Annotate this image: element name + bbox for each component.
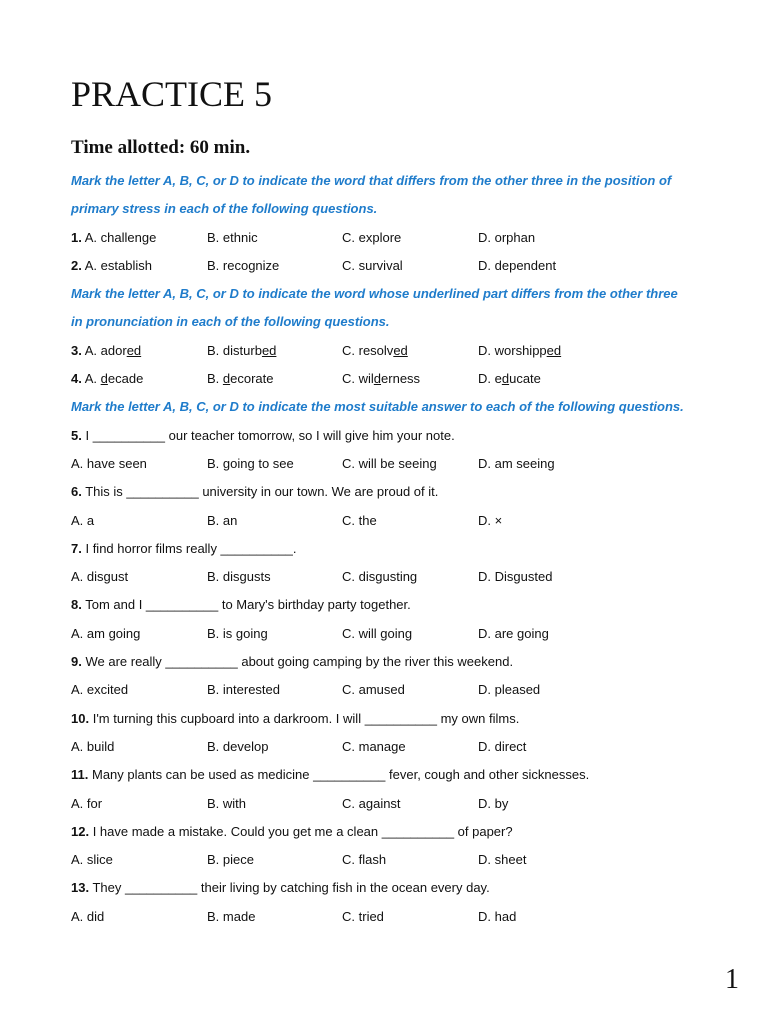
option-text: direct [494,738,527,754]
section-instruction: Mark the letter A, B, C, or D to indicate the word whose underlined part differs from the other three [71,286,678,302]
option-letter: A. [84,229,101,245]
option-c [342,507,377,535]
option-text: have seen [86,455,147,471]
option-letter: B. [207,569,223,585]
question-number: 8. [71,597,82,613]
option-text: resolv [358,342,394,358]
option-b [207,846,254,874]
option-letter: D. [478,371,495,387]
option-d [478,563,552,591]
option-text: orphan [494,229,536,245]
option-c [342,903,384,931]
option-text: ethnic [222,229,258,245]
question-number: 12. [71,823,90,839]
option-b [207,252,279,280]
section-instruction: Mark the letter A, B, C, or D to indicate the word that differs from the other three in the position of [71,173,672,188]
option-c [342,450,437,478]
option-c [342,224,401,252]
option-b [207,337,276,365]
option-text: × [494,512,503,528]
option-text: an [222,512,238,528]
page-number: 1 [725,964,739,995]
option-letter: B. [207,908,223,924]
option-letter: C. [342,569,359,585]
question-stem [71,818,721,846]
section-instruction: in pronunciation in each of the following questions. [71,314,390,330]
option-b [207,563,271,591]
option-text: build [86,738,115,754]
option-letter: C. [342,512,359,528]
option-b [207,365,274,393]
option-letter: C. [342,455,359,471]
question-number: 5. [71,427,82,443]
option-text: challenge [100,229,157,245]
option-text: am going [86,625,141,641]
question-stem [71,648,721,676]
options-row [71,450,721,478]
underlined-part: ed [261,342,277,358]
option-text: slice [86,852,113,868]
option-text: explore [358,229,402,245]
option-a [71,846,113,874]
option-a [71,224,156,252]
options-row [71,790,721,818]
option-text: dependent [494,257,557,273]
option-text: disgust [86,569,129,585]
question-stem [71,761,721,789]
option-text: did [86,908,105,924]
option-a [71,252,152,280]
question-row [71,337,721,365]
question-number: 11. [71,767,89,783]
option-letter: B. [207,229,223,245]
option-a [71,903,104,931]
option-letter: B. [207,257,223,273]
option-letter: C. [342,371,359,387]
option-letter: C. [342,682,359,698]
option-text: tried [358,908,384,924]
option-b [207,733,268,761]
option-d [478,337,561,365]
option-text: pleased [494,682,541,698]
option-letter: A. [84,371,101,387]
option-a [71,337,141,365]
question-stem [71,535,721,563]
option-d [478,846,526,874]
time-allotted: Time allotted: 60 min. [71,137,251,158]
underlined-part: ed [126,342,142,358]
option-letter: C. [342,229,359,245]
option-d [478,507,502,535]
option-text: will going [358,625,413,641]
option-text: ador [100,342,127,358]
underlined-part: ed [393,342,408,358]
option-d [478,450,555,478]
options-row [71,846,721,874]
option-text: e [494,371,502,387]
option-a [71,563,128,591]
option-text: had [494,908,517,924]
option-text: survival [358,257,403,273]
option-text: worshipp [494,342,547,358]
question-text: They __________ their living by catching fish in the ocean every day. [92,880,490,896]
option-c [342,252,403,280]
option-letter: C. [342,625,359,641]
option-text: disturb [222,342,262,358]
question-number: 13. [71,880,90,896]
option-text-rest: erness [381,371,421,387]
question-number: 6. [71,484,82,500]
option-letter: B. [207,682,223,698]
underlined-part: d [373,371,382,387]
option-letter: C. [342,852,359,868]
option-letter: D. [478,229,495,245]
option-b [207,450,294,478]
question-text: Tom and I __________ to Mary's birthday party together. [85,597,411,613]
section-instruction: primary stress in each of the following questions. [71,201,378,217]
option-a [71,365,143,393]
option-text: are going [494,625,549,641]
question-stem [71,874,721,902]
option-b [207,790,246,818]
option-c [342,733,406,761]
question-text: I'm turning this cupboard into a darkroom. I will __________ my own films. [92,710,520,726]
question-number: 4. [71,371,82,387]
options-row [71,620,721,648]
question-number: 3. [71,342,82,358]
option-a [71,790,102,818]
option-letter: A. [84,257,101,273]
option-letter: B. [207,342,223,358]
option-letter: B. [207,738,223,754]
option-d [478,224,535,252]
option-text: excited [86,682,129,698]
option-a [71,507,94,535]
question-stem [71,422,721,450]
option-text: develop [222,738,269,754]
question-number: 10. [71,710,90,726]
option-letter: A. [71,795,87,811]
option-letter: D. [478,569,495,585]
option-text: am seeing [494,455,555,471]
question-text: Many plants can be used as medicine __________ fever, cough and other sicknesses. [91,767,590,783]
option-d [478,365,541,393]
option-text: by [494,795,509,811]
option-d [478,252,556,280]
option-d [478,903,516,931]
option-text-rest: ucate [509,371,541,387]
option-a [71,733,114,761]
option-letter: C. [342,795,359,811]
option-d [478,620,549,648]
option-text: disgusts [222,569,271,585]
option-b [207,620,268,648]
question-row [71,252,721,280]
option-letter: C. [342,738,359,754]
option-letter: A. [71,682,87,698]
option-letter: D. [478,625,495,641]
options-row [71,507,721,535]
option-text: recognize [222,257,280,273]
options-row [71,563,721,591]
option-a [71,450,147,478]
option-letter: D. [478,682,495,698]
question-number: 9. [71,654,82,670]
option-text: manage [358,738,406,754]
question-number: 2. [71,257,82,273]
option-d [478,733,526,761]
option-letter: D. [478,342,495,358]
question-text: I __________ our teacher tomorrow, so I will give him your note. [85,427,455,443]
underlined-part: d [222,371,231,387]
option-letter: D. [478,795,495,811]
question-section [71,393,721,931]
option-text: sheet [494,852,527,868]
question-row [71,224,721,252]
option-b [207,903,255,931]
page-title: PRACTICE 5 [71,74,273,114]
option-c [342,563,417,591]
question-stem [71,591,721,619]
option-letter: A. [71,625,87,641]
option-letter: D. [478,908,495,924]
option-text: interested [222,682,280,698]
option-a [71,676,128,704]
question-text: We are really __________ about going camping by the river this weekend. [85,654,514,670]
question-text: I have made a mistake. Could you get me a clean __________ of paper? [92,823,513,839]
question-text: This is __________ university in our town. We are proud of it. [85,484,439,500]
underlined-part: d [501,371,510,387]
question-row [71,365,721,393]
option-letter: C. [342,908,359,924]
options-row [71,903,721,931]
question-stem [71,478,721,506]
option-text: will be seeing [358,455,437,471]
question-number: 1. [71,229,82,245]
option-letter: B. [207,455,223,471]
option-text: for [86,795,103,811]
option-text: made [222,908,256,924]
option-letter: B. [207,625,223,641]
option-b [207,676,280,704]
option-text: going to see [222,455,294,471]
option-d [478,790,508,818]
question-section [71,280,721,393]
option-b [207,507,237,535]
option-letter: B. [207,852,223,868]
option-c [342,620,412,648]
option-c [342,790,401,818]
option-text: Disgusted [494,569,553,585]
options-row [71,676,721,704]
underlined-part: ed [546,342,562,358]
option-letter: A. [71,569,87,585]
option-c [342,846,386,874]
option-c [342,676,405,704]
option-c [342,365,420,393]
exercise-content [71,167,721,931]
option-text: a [86,512,95,528]
option-text: with [222,795,247,811]
option-letter: D. [478,852,495,868]
question-section [71,167,721,280]
option-text: establish [100,257,152,273]
option-letter: A. [71,455,87,471]
option-text: disgusting [358,569,418,585]
option-letter: D. [478,512,495,528]
option-letter: A. [71,908,87,924]
option-text: the [358,512,377,528]
option-letter: D. [478,257,495,273]
option-text-rest: ecade [107,371,144,387]
option-letter: D. [478,455,495,471]
option-letter: A. [71,852,87,868]
option-letter: B. [207,512,223,528]
question-stem [71,705,721,733]
option-text: amused [358,682,405,698]
question-number: 7. [71,540,82,556]
option-letter: B. [207,371,223,387]
option-text: piece [222,852,254,868]
option-letter: C. [342,257,359,273]
option-text: against [358,795,401,811]
underlined-part: d [100,371,108,387]
option-letter: C. [342,342,359,358]
option-letter: B. [207,795,223,811]
option-b [207,224,258,252]
question-text: I find horror films really __________. [85,540,297,556]
option-letter: A. [84,342,101,358]
option-letter: A. [71,512,87,528]
section-instruction: Mark the letter A, B, C, or D to indicate the most suitable answer to each of the following questions. [71,399,684,415]
option-a [71,620,140,648]
option-text: flash [358,852,387,868]
option-text: is going [222,625,268,641]
document-page [71,0,721,1024]
option-text-rest: ecorate [230,371,274,387]
option-d [478,676,540,704]
option-c [342,337,408,365]
option-text: wil [358,371,374,387]
option-letter: D. [478,738,495,754]
option-letter: A. [71,738,87,754]
options-row [71,733,721,761]
